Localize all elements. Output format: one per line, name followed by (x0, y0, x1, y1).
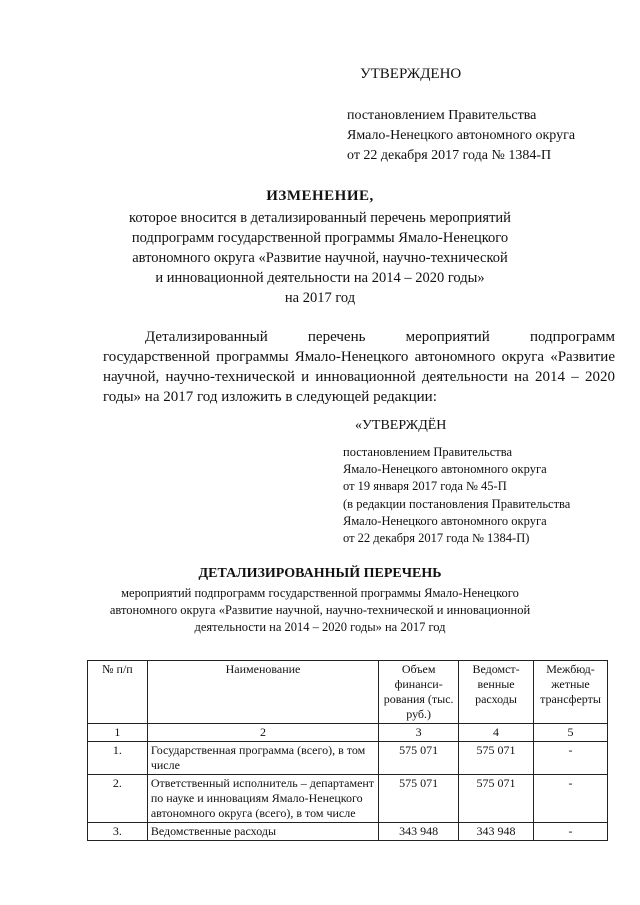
header-num: № п/п (88, 661, 148, 724)
header-transfers: Межбюд-жетные трансферты (534, 661, 608, 724)
table-row (88, 742, 608, 775)
approval-second-line: (в редакции постановления Правительства (343, 496, 571, 511)
approval-second-line: от 19 января 2017 года № 45-П (343, 479, 507, 494)
approval-second-line: постановлением Правительства (343, 445, 513, 459)
row-name: Государственная программа (всего), в том числе (147, 742, 378, 775)
table-row (88, 823, 608, 841)
list-line: мероприятий подпрограмм государственной программы Ямало-Ненецкого (121, 586, 519, 600)
intro-paragraph: Детализированный перечень мероприятий подпрограмм государственной программы Ямало-Ненецкого автономного округа «Развитие научной, научно-технической и инновационной деятельности на 2014 – 2020 годы» на 2017 год изложить в следующей редакции: (103, 329, 615, 405)
row-volume: 343 948 (379, 823, 459, 841)
change-subtitle (0, 208, 640, 308)
row-transfers: - (534, 823, 608, 841)
header-dept: Ведомст-венные расходы (459, 661, 534, 724)
col-number: 2 (147, 724, 378, 742)
col-number: 5 (534, 724, 608, 742)
row-dept: 343 948 (459, 823, 534, 841)
row-dept: 575 071 (459, 775, 534, 823)
list-line: деятельности на 2014 – 2020 годы» на 2017 год (194, 620, 446, 634)
change-line: автономного округа «Развитие научной, научно-технической (132, 250, 508, 266)
approval-line: от 22 декабря 2017 года № 1384-П (347, 148, 552, 163)
col-number: 3 (379, 724, 459, 742)
change-line: и инновационной деятельности на 2014 – 2020 годы» (155, 270, 485, 286)
measures-table (87, 660, 608, 841)
row-transfers: - (534, 742, 608, 775)
row-transfers: - (534, 775, 608, 823)
row-num: 3. (88, 823, 148, 841)
row-name: Ответственный исполнитель – департамент по науке и инновациям Ямало-Ненецкого автономного округа (всего), в том числе (147, 775, 378, 823)
row-num: 1. (88, 742, 148, 775)
approval-second-line: от 22 декабря 2017 года № 1384-П) (343, 531, 530, 546)
list-line: автономного округа «Развитие научной, научно-технической и инновационной (109, 603, 531, 617)
row-volume: 575 071 (379, 775, 459, 823)
approval-second-line: Ямало-Ненецкого автономного округа (343, 513, 547, 528)
row-dept: 575 071 (459, 742, 534, 775)
list-title: ДЕТАЛИЗИРОВАННЫЙ ПЕРЕЧЕНЬ (198, 566, 442, 581)
change-line: подпрограмм государственной программы Ямало-Ненецкого (131, 230, 509, 246)
approval-second-block (343, 444, 623, 547)
col-number: 4 (459, 724, 534, 742)
header-volume: Объем финанси-рования (тыс. руб.) (379, 661, 459, 724)
change-line: которое вносится в детализированный перечень мероприятий (129, 210, 511, 226)
approval-heading: УТВЕРЖДЕНО (360, 66, 462, 82)
row-name: Ведомственные расходы (147, 823, 378, 841)
column-number-row (88, 724, 608, 742)
row-num: 2. (88, 775, 148, 823)
row-volume: 575 071 (379, 742, 459, 775)
approval-line: постановлением Правительства (347, 108, 537, 123)
col-number: 1 (88, 724, 148, 742)
list-subtitle (0, 585, 640, 636)
approval-second-line: Ямало-Ненецкого автономного округа (343, 462, 547, 477)
change-line: на 2017 год (284, 290, 356, 306)
approval-block (347, 106, 627, 166)
table-row (88, 775, 608, 823)
change-title: ИЗМЕНЕНИЕ, (266, 188, 374, 204)
approval-second-heading: «УТВЕРЖДЁН (355, 418, 447, 433)
approval-line: Ямало-Ненецкого автономного округа (347, 128, 576, 143)
header-name: Наименование (147, 661, 378, 724)
table-header-row (88, 661, 608, 724)
